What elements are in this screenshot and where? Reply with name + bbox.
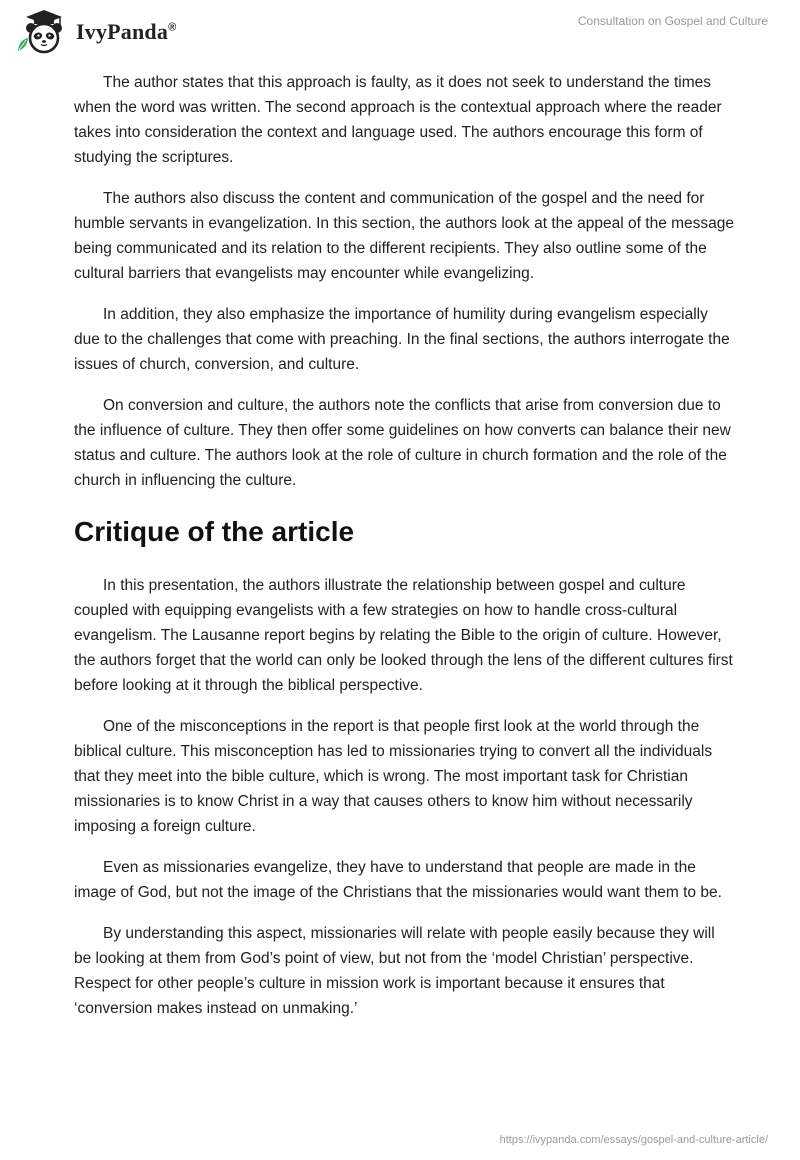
paragraph: In addition, they also emphasize the importance of humility during evangelism especially due to the challenges that come with preaching. In the final sections, the authors interrogate the issues of church, conversion, and culture. xyxy=(74,306,730,373)
paragraph: Even as missionaries evangelize, they have to understand that people are made in the image of God, but not the image of the Christians that the missionaries would want them to be. xyxy=(74,859,722,901)
source-url[interactable]: https://ivypanda.com/essays/gospel-and-culture-article/ xyxy=(499,1134,768,1146)
panda-logo-icon xyxy=(14,6,72,56)
paragraph: By understanding this aspect, missionaries will relate with people easily because they will be looking at them from God’s point of view, but not from the ‘model Christian’ perspective. Respect for other people’s culture in mission work is important because it ensures that ‘conversion makes instead on unmaking.’ xyxy=(74,925,715,1017)
logo-wordmark: IvyPanda® xyxy=(76,19,177,44)
essay-body xyxy=(74,70,734,1037)
ivypanda-logo[interactable] xyxy=(14,6,176,56)
paragraph: The authors also discuss the content and communication of the gospel and the need for humble servants in evangelization. In this section, the authors look at the appeal of the message being communicated and its relation to the different recipients. They also outline some of the cultural barriers that evangelists may encounter while evangelizing. xyxy=(74,190,735,282)
paragraph: In this presentation, the authors illustrate the relationship between gospel and culture coupled with equipping evangelists with a few strategies on how to handle cross-cultural evangelism. The Lausanne report begins by relating the Bible to the origin of culture. However, the authors forget that the world can only be looked through the lens of the different cultures first before looking at it through the biblical perspective. xyxy=(74,577,733,694)
document-title: Consultation on Gospel and Culture xyxy=(577,14,768,28)
paragraph: On conversion and culture, the authors note the conflicts that arise from conversion due to the influence of culture. They then offer some guidelines on how converts can balance their new status and culture. The authors look at the role of culture in church formation and the role of the church in influencing the culture. xyxy=(74,397,731,489)
page-header xyxy=(0,0,800,60)
paragraph: One of the misconceptions in the report is that people first look at the world through the biblical culture. This misconception has led to missionaries trying to convert all the individuals that they meet into the bible culture, which is wrong. The most important task for Christian missionaries is to know Christ in a way that causes others to know him without necessarily imposing a foreign culture. xyxy=(74,718,713,835)
paragraph: The author states that this approach is faulty, as it does not seek to understand the times when the word was written. The second approach is the contextual approach where the reader takes into consideration the context and language used. The authors encourage this form of studying the scriptures. xyxy=(74,74,722,166)
section-heading: Critique of the article xyxy=(74,516,355,547)
registered-mark: ® xyxy=(168,21,177,34)
